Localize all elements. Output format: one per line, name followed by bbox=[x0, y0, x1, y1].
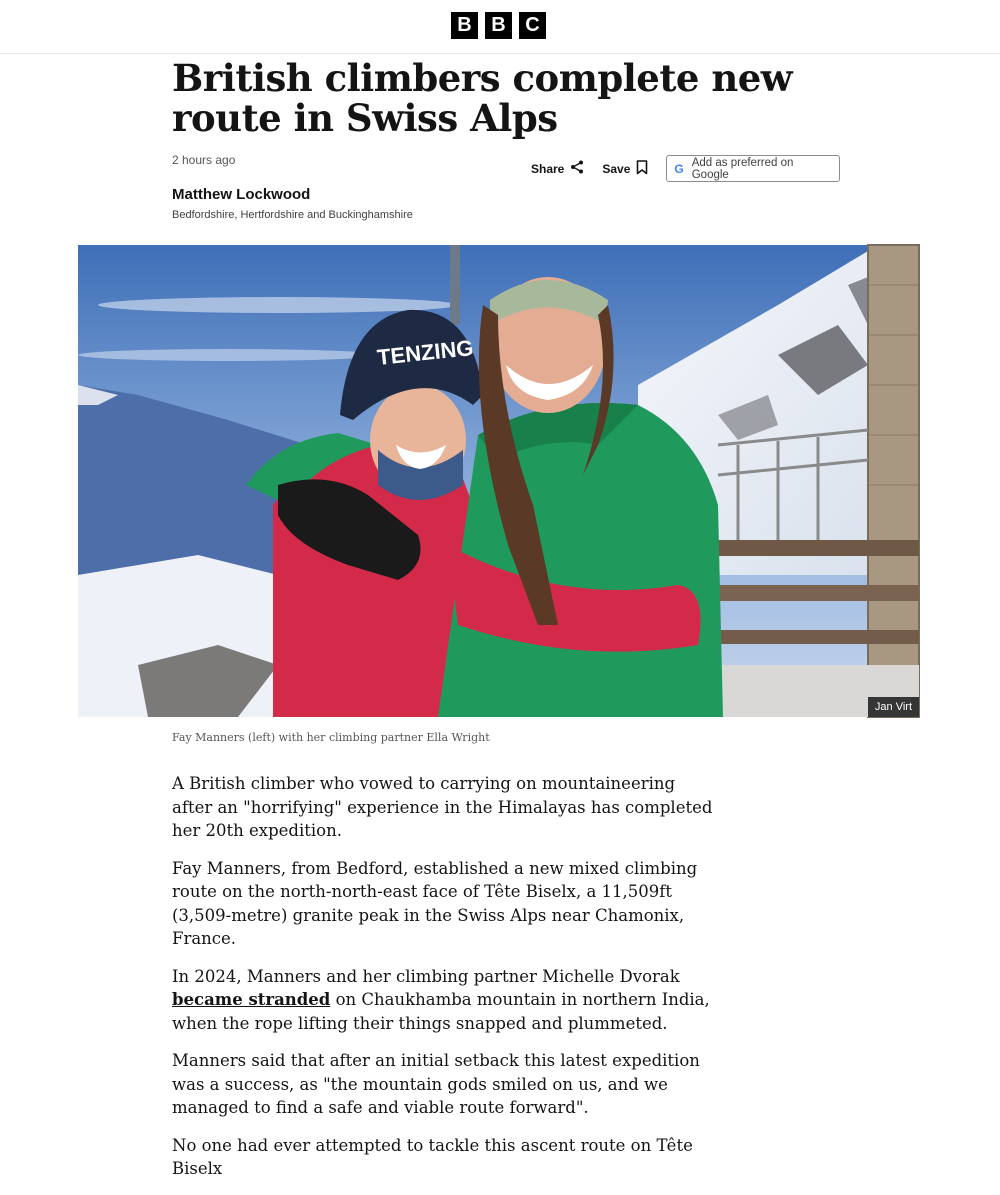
helmet-text: TENZING bbox=[375, 335, 475, 370]
share-icon bbox=[570, 160, 584, 177]
article-actions bbox=[531, 154, 840, 183]
paragraph-4: Manners said that after an initial setback this latest expedition was a success, as "the mountain gods smiled on us, and we managed to find a safe and viable route forward". bbox=[172, 1051, 700, 1117]
author-role: Bedfordshire, Hertfordshire and Buckinghamshire bbox=[172, 209, 413, 221]
add-preferred-google-button[interactable] bbox=[666, 155, 840, 182]
paragraph-3-start: In 2024, Manners and her climbing partner Michelle Dvorak bbox=[172, 966, 680, 986]
logo-letter-b1: B bbox=[451, 12, 478, 39]
bbc-logo[interactable] bbox=[451, 12, 546, 39]
author-name[interactable]: Matthew Lockwood bbox=[172, 186, 311, 203]
paragraph-3 bbox=[172, 965, 720, 1036]
save-button[interactable] bbox=[602, 160, 648, 178]
article-timestamp: 2 hours ago bbox=[172, 153, 236, 167]
hero-image bbox=[78, 245, 919, 717]
bookmark-icon bbox=[636, 160, 648, 178]
image-caption: Fay Manners (left) with her climbing partner Ella Wright bbox=[172, 731, 490, 744]
logo-letter-c: C bbox=[519, 12, 546, 39]
save-label: Save bbox=[602, 161, 631, 176]
google-icon: G bbox=[674, 161, 684, 176]
share-label: Share bbox=[531, 161, 565, 176]
article-body bbox=[172, 772, 720, 1195]
paragraph-1: A British climber who vowed to carrying on mountaineering after an "horrifying" experience in the Himalayas has completed her 20th expedition. bbox=[172, 774, 713, 840]
paragraph-5: No one had ever attempted to tackle this ascent route on Tête Biselx bbox=[172, 1135, 693, 1178]
article-headline: British climbers complete new route in Swiss Alps bbox=[172, 56, 793, 140]
share-button[interactable] bbox=[531, 160, 584, 177]
logo-letter-b2: B bbox=[485, 12, 512, 39]
google-button-label: Add as preferred on Google bbox=[691, 156, 794, 181]
image-credit: Jan Virt bbox=[868, 697, 919, 717]
paragraph-3-end: on Chaukhamba mountain in northern India, when the rope lifting their things snapped and plummeted. bbox=[172, 990, 710, 1033]
hero-photo bbox=[78, 245, 919, 717]
top-bar bbox=[0, 0, 1000, 54]
paragraph-2: Fay Manners, from Bedford, established a new mixed climbing route on the north-north-east face of Tête Biselx, a 11,509ft (3,509-metre) granite peak in the Swiss Alps near Chamonix, France. bbox=[172, 858, 698, 948]
became-stranded-link[interactable]: became stranded bbox=[172, 990, 331, 1009]
